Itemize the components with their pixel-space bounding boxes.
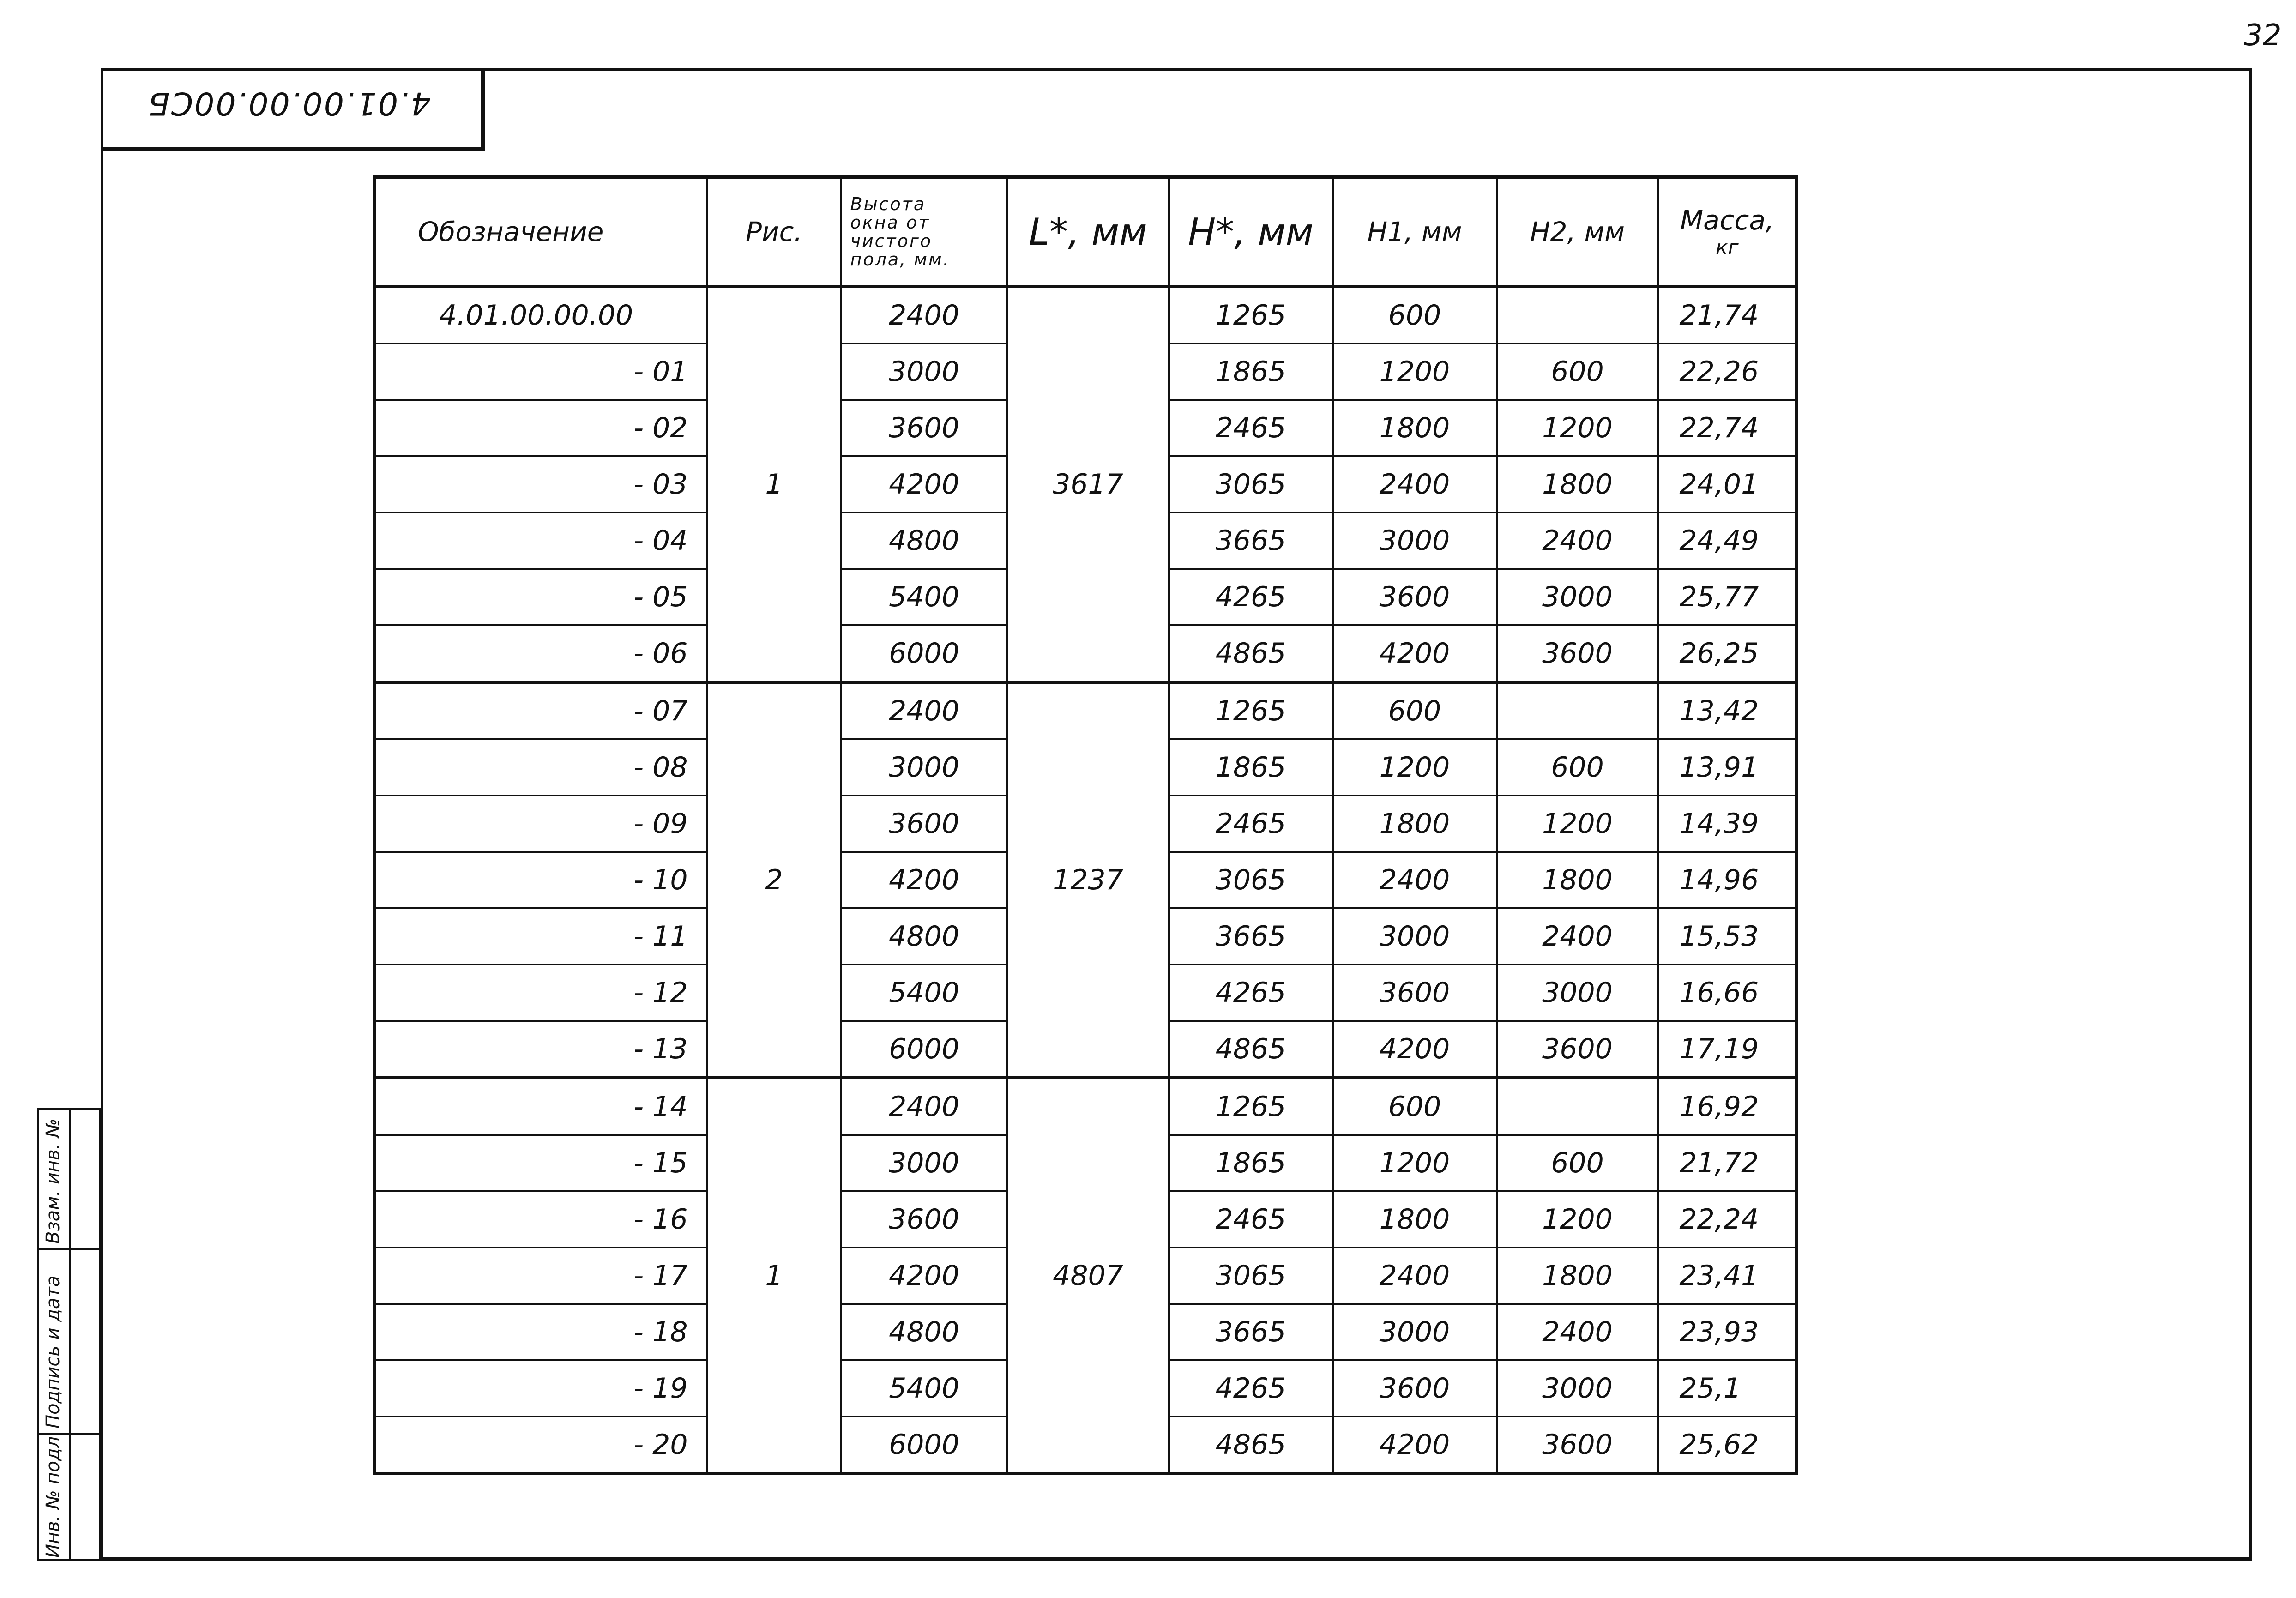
cell-designation: - 07 (375, 682, 707, 740)
cell-H: 3065 (1169, 1248, 1333, 1304)
cell-H1: 3600 (1333, 965, 1497, 1021)
cell-H: 2465 (1169, 796, 1333, 852)
cell-H1: 1800 (1333, 1191, 1497, 1248)
cell-mass: 25,77 (1658, 569, 1797, 625)
cell-H: 3065 (1169, 852, 1333, 908)
cell-H: 4265 (1169, 965, 1333, 1021)
cell-H: 2465 (1169, 400, 1333, 456)
cell-window-height: 3600 (841, 1191, 1007, 1248)
cell-designation: - 09 (375, 796, 707, 852)
cell-mass: 13,91 (1658, 739, 1797, 796)
cell-mass: 26,25 (1658, 625, 1797, 682)
cell-H2: 1800 (1497, 1248, 1658, 1304)
cell-designation: - 02 (375, 400, 707, 456)
cell-H1: 2400 (1333, 1248, 1497, 1304)
cell-H2: 1800 (1497, 852, 1658, 908)
cell-window-height: 6000 (841, 1021, 1007, 1078)
header-L: L*, мм (1007, 177, 1169, 287)
cell-mass: 17,19 (1658, 1021, 1797, 1078)
cell-window-height: 6000 (841, 1417, 1007, 1474)
cell-designation: - 15 (375, 1135, 707, 1191)
cell-mass: 23,93 (1658, 1304, 1797, 1360)
cell-window-height: 3000 (841, 1135, 1007, 1191)
cell-mass: 21,72 (1658, 1135, 1797, 1191)
cell-H: 1265 (1169, 1078, 1333, 1135)
cell-designation: - 14 (375, 1078, 707, 1135)
cell-H2: 1800 (1497, 456, 1658, 513)
cell-H2 (1497, 287, 1658, 344)
cell-H2: 3600 (1497, 625, 1658, 682)
cell-H: 1865 (1169, 739, 1333, 796)
cell-window-height: 3000 (841, 344, 1007, 400)
strip-divider (39, 1248, 102, 1250)
document-code-stamp (101, 68, 485, 151)
cell-H2: 600 (1497, 1135, 1658, 1191)
cell-H1: 3000 (1333, 1304, 1497, 1360)
cell-figure: 2 (707, 682, 841, 1078)
cell-H1: 4200 (1333, 625, 1497, 682)
cell-designation: - 18 (375, 1304, 707, 1360)
cell-H2 (1497, 682, 1658, 740)
table-row (375, 682, 1797, 740)
cell-L: 1237 (1007, 682, 1169, 1078)
cell-window-height: 4200 (841, 1248, 1007, 1304)
cell-designation: - 16 (375, 1191, 707, 1248)
cell-designation: - 11 (375, 908, 707, 965)
cell-mass: 23,41 (1658, 1248, 1797, 1304)
cell-H1: 1800 (1333, 796, 1497, 852)
cell-designation: - 17 (375, 1248, 707, 1304)
header-window-height (841, 177, 1007, 287)
cell-mass: 15,53 (1658, 908, 1797, 965)
header-window-height-line: окна от (850, 212, 930, 233)
cell-designation: - 05 (375, 569, 707, 625)
cell-H2: 2400 (1497, 1304, 1658, 1360)
cell-H: 4265 (1169, 1360, 1333, 1417)
cell-H2: 2400 (1497, 908, 1658, 965)
cell-H: 2465 (1169, 1191, 1333, 1248)
cell-designation: - 12 (375, 965, 707, 1021)
header-H1: H1, мм (1333, 177, 1497, 287)
cell-designation: - 06 (375, 625, 707, 682)
cell-H1: 600 (1333, 287, 1497, 344)
cell-H1: 3000 (1333, 513, 1497, 569)
cell-H2: 600 (1497, 344, 1658, 400)
table-row (375, 1078, 1797, 1135)
cell-H2: 2400 (1497, 513, 1658, 569)
cell-window-height: 3000 (841, 739, 1007, 796)
cell-window-height: 2400 (841, 682, 1007, 740)
cell-mass: 16,92 (1658, 1078, 1797, 1135)
cell-H2: 3000 (1497, 569, 1658, 625)
cell-H2: 3000 (1497, 1360, 1658, 1417)
cell-H1: 1200 (1333, 739, 1497, 796)
cell-H: 1865 (1169, 344, 1333, 400)
cell-H: 4265 (1169, 569, 1333, 625)
cell-mass: 22,74 (1658, 400, 1797, 456)
cell-window-height: 4800 (841, 908, 1007, 965)
cell-H1: 600 (1333, 682, 1497, 740)
document-code: 4.01.00.00.00CБ (147, 85, 431, 121)
cell-H: 3665 (1169, 908, 1333, 965)
strip-label-inventory: Инв. № подл. (42, 1430, 64, 1558)
cell-H: 4865 (1169, 1021, 1333, 1078)
cell-H2: 1200 (1497, 796, 1658, 852)
header-window-height-line: пола, мм. (850, 249, 950, 270)
cell-H1: 2400 (1333, 456, 1497, 513)
cell-window-height: 2400 (841, 1078, 1007, 1135)
cell-mass: 14,39 (1658, 796, 1797, 852)
specification-table (373, 175, 1798, 1475)
cell-designation: - 04 (375, 513, 707, 569)
page-number: 32 (2244, 18, 2282, 53)
cell-window-height: 4200 (841, 852, 1007, 908)
cell-H: 4865 (1169, 1417, 1333, 1474)
cell-designation: - 10 (375, 852, 707, 908)
cell-window-height: 4200 (841, 456, 1007, 513)
header-mass (1658, 177, 1797, 287)
header-mass-unit: кг (1715, 235, 1739, 259)
cell-H1: 4200 (1333, 1021, 1497, 1078)
header-window-height-line: Высота (850, 194, 926, 214)
strip-label-replacement: Взам. инв. № (42, 1118, 64, 1244)
cell-window-height: 4800 (841, 513, 1007, 569)
cell-H: 4865 (1169, 625, 1333, 682)
cell-figure: 1 (707, 287, 841, 682)
cell-H2: 3600 (1497, 1021, 1658, 1078)
cell-H: 3065 (1169, 456, 1333, 513)
cell-mass: 13,42 (1658, 682, 1797, 740)
cell-H2 (1497, 1078, 1658, 1135)
cell-H1: 1200 (1333, 344, 1497, 400)
approval-side-strip (37, 1108, 101, 1561)
cell-mass: 16,66 (1658, 965, 1797, 1021)
cell-mass: 21,74 (1658, 287, 1797, 344)
cell-H2: 3000 (1497, 965, 1658, 1021)
cell-mass: 14,96 (1658, 852, 1797, 908)
cell-window-height: 5400 (841, 965, 1007, 1021)
cell-H1: 3600 (1333, 569, 1497, 625)
cell-H2: 3600 (1497, 1417, 1658, 1474)
cell-designation: 4.01.00.00.00 (375, 287, 707, 344)
header-designation: Обозначение (375, 177, 707, 287)
cell-H1: 4200 (1333, 1417, 1497, 1474)
cell-H: 1265 (1169, 287, 1333, 344)
cell-H: 3665 (1169, 513, 1333, 569)
header-window-height-line: чистого (850, 231, 933, 251)
cell-H1: 1200 (1333, 1135, 1497, 1191)
cell-mass: 24,49 (1658, 513, 1797, 569)
cell-window-height: 5400 (841, 1360, 1007, 1417)
cell-window-height: 5400 (841, 569, 1007, 625)
cell-H2: 1200 (1497, 1191, 1658, 1248)
header-H: H*, мм (1169, 177, 1333, 287)
table-body (375, 287, 1797, 1474)
cell-H: 1865 (1169, 1135, 1333, 1191)
cell-window-height: 6000 (841, 625, 1007, 682)
cell-figure: 1 (707, 1078, 841, 1474)
cell-designation: - 08 (375, 739, 707, 796)
header-mass-line: Масса, (1680, 204, 1774, 236)
cell-H1: 3000 (1333, 908, 1497, 965)
cell-mass: 22,24 (1658, 1191, 1797, 1248)
cell-H1: 2400 (1333, 852, 1497, 908)
cell-H1: 600 (1333, 1078, 1497, 1135)
cell-window-height: 4800 (841, 1304, 1007, 1360)
cell-designation: - 01 (375, 344, 707, 400)
cell-H1: 1800 (1333, 400, 1497, 456)
cell-L: 3617 (1007, 287, 1169, 682)
cell-designation: - 13 (375, 1021, 707, 1078)
table-row (375, 287, 1797, 344)
cell-designation: - 19 (375, 1360, 707, 1417)
header-figure: Рис. (707, 177, 841, 287)
cell-window-height: 2400 (841, 287, 1007, 344)
cell-window-height: 3600 (841, 400, 1007, 456)
cell-H: 3665 (1169, 1304, 1333, 1360)
cell-designation: - 20 (375, 1417, 707, 1474)
strip-label-signature-date: Подпись и дата (42, 1275, 64, 1429)
cell-mass: 25,62 (1658, 1417, 1797, 1474)
cell-mass: 25,1 (1658, 1360, 1797, 1417)
cell-H1: 3600 (1333, 1360, 1497, 1417)
table-header-row (375, 177, 1797, 287)
header-H2: H2, мм (1497, 177, 1658, 287)
cell-H: 1265 (1169, 682, 1333, 740)
cell-L: 4807 (1007, 1078, 1169, 1474)
cell-designation: - 03 (375, 456, 707, 513)
cell-H2: 1200 (1497, 400, 1658, 456)
cell-mass: 22,26 (1658, 344, 1797, 400)
cell-window-height: 3600 (841, 796, 1007, 852)
cell-H2: 600 (1497, 739, 1658, 796)
cell-mass: 24,01 (1658, 456, 1797, 513)
